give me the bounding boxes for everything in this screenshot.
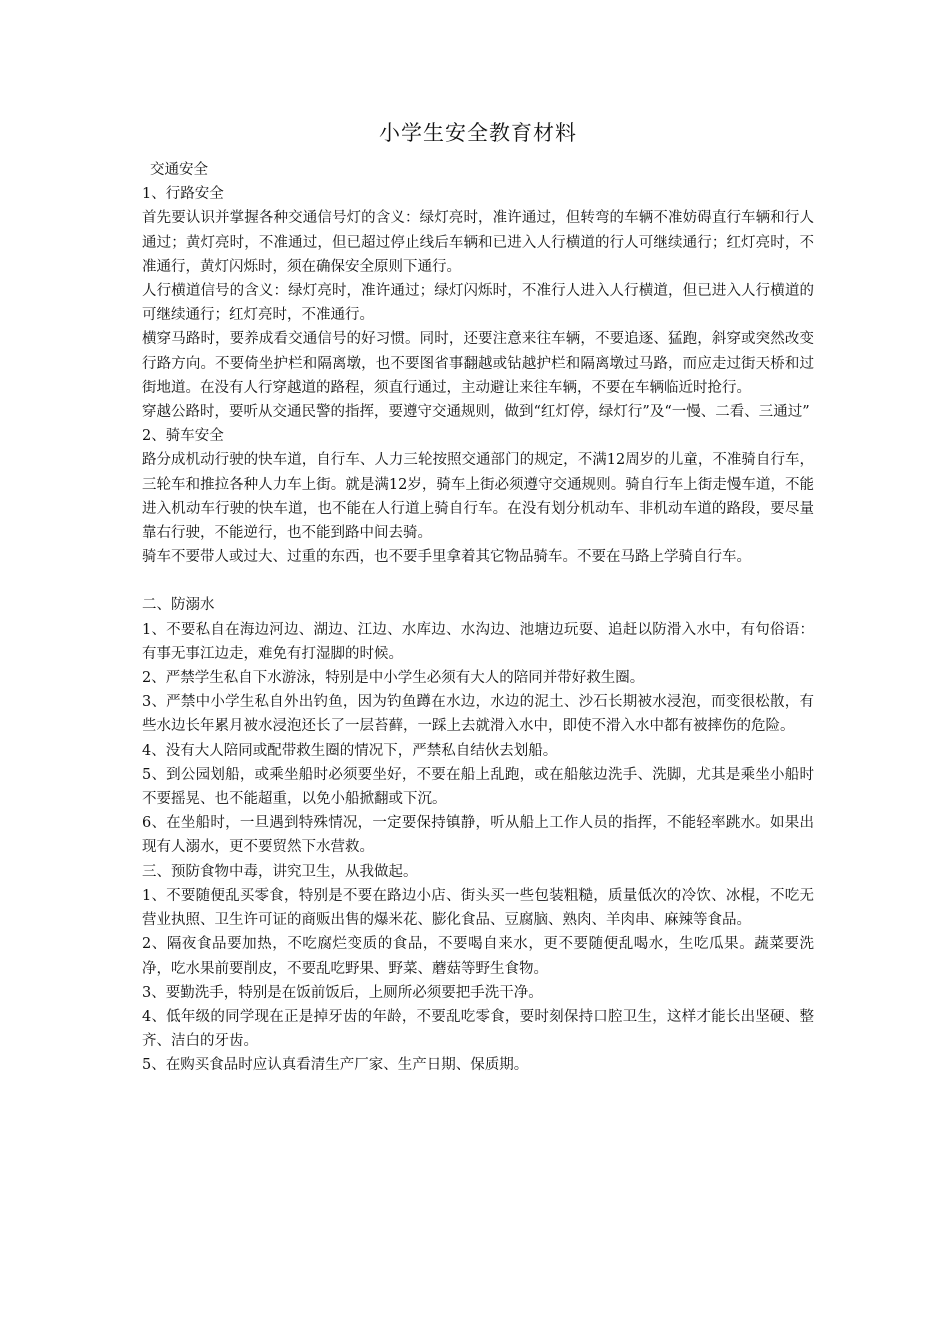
paragraph-crossing-highway: 穿越公路时，要听从交通民警的指挥，要遵守交通规则，做到“红灯停，绿灯行”及“一慢、二看、三通过” — [142, 404, 810, 421]
section-heading-food: 三、预防食物中毒，讲究卫生，从我做起。 — [142, 863, 418, 880]
list-item-food-1: 1、不要随便乱买零食，特别是不要在路边小店、街头买一些包装粗糙，质量低次的冷饮、冰棍，不吃无营业执照、卫生许可证的商贩出售的爆米花、膨化食品、豆腐脑、熟肉、羊肉串、麻辣等食品。 — [142, 887, 814, 929]
document-title: 小学生安全教育材料 — [379, 121, 577, 145]
list-item-drowning-3: 3、严禁中小学生私自外出钓鱼，因为钓鱼蹲在水边，水边的泥土、沙石长期被水浸泡，而变很松散，有些水边长年累月被水浸泡还长了一层苔藓，一踩上去就滑入水中，即使不滑入水中都有被摔伤的危险。 — [142, 694, 814, 735]
blank-line — [142, 569, 814, 593]
paragraph-cycling-cargo: 骑车不要带人或过大、过重的东西，也不要手里拿着其它物品骑车。不要在马路上学骑自行车。 — [142, 549, 751, 566]
list-item-drowning-1: 1、不要私自在海边河边、湖边、江边、水库边、水沟边、池塘边玩耍、追赶以防滑入水中，有句俗语：有事无事江边走，难免有打湿脚的时候。 — [142, 621, 814, 662]
paragraph-cycling-rules: 路分成机动行驶的快车道，自行车、人力三轮按照交通部门的规定，不满12周岁的儿童，不准骑自行车，三轮车和推拉各种人力车上街。就是满12岁，骑车上街必须遵守交通规则。骑自行车上街走慢车道，不能进入机动车行驶的快车道，也不能在人行道上骑自行车。在没有划分机动车、非机动车道的路段，要尽量靠右行驶，不能逆行，也不能到路中间去骑。 — [142, 452, 814, 542]
list-item-drowning-5: 5、到公园划船，或乘坐船时必须要坐好，不要在船上乱跑，或在船舷边洗手、洗脚，尤其是乘坐小船时不要摇晃、也不能超重，以免小船掀翻或下沉。 — [142, 766, 814, 808]
list-item-food-5: 5、在购买食品时应认真看清生产厂家、生产日期、保质期。 — [142, 1057, 529, 1074]
document-page — [142, 118, 814, 1078]
list-item-food-2: 2、隔夜食品要加热，不吃腐烂变质的食品，不要喝自来水，更不要随便乱喝水，生吃瓜果。蔬菜要洗净，吃水果前要削皮，不要乱吃野果、野菜、蘑菇等野生食物。 — [142, 936, 814, 977]
list-item-drowning-6: 6、在坐船时，一旦遇到特殊情况，一定要保持镇静，听从船上工作人员的指挥，不能轻率跳水。如果出现有人溺水，更不要贸然下水营救。 — [142, 815, 814, 856]
list-item-food-4: 4、低年级的同学现在正是掉牙齿的年龄，不要乱吃零食，要时刻保持口腔卫生，这样才能长出坚硬、整齐、洁白的牙齿。 — [142, 1008, 814, 1050]
paragraph-crossing-road: 横穿马路时，要养成看交通信号的好习惯。同时，还要注意来往车辆，不要追逐、猛跑，斜穿或突然改变行路方向。不要倚坐护栏和隔离墩，也不要图省事翻越或钻越护栏和隔离墩过马路，而应走过街天桥和过街地道。在没有人行穿越道的路程，须直行通过，主动避让来往车辆，不要在车辆临近时抢行。 — [142, 331, 814, 396]
subsection-heading-walking: 1、行路安全 — [142, 186, 224, 203]
section-heading-drowning: 二、防溺水 — [142, 597, 215, 614]
subsection-heading-cycling: 2、骑车安全 — [142, 428, 224, 445]
paragraph-traffic-lights: 首先要认识并掌握各种交通信号灯的含义：绿灯亮时，准许通过，但转弯的车辆不准妨碍直行车辆和行人通过；黄灯亮时，不准通过，但已超过停止线后车辆和已进入人行横道的行人可继续通行；红灯亮时，不准通行，黄灯闪烁时，须在确保安全原则下通行。 — [142, 210, 814, 275]
list-item-food-3: 3、要勤洗手，特别是在饭前饭后，上厕所必须要把手洗干净。 — [142, 984, 543, 1001]
paragraph-crosswalk-signals: 人行横道信号的含义：绿灯亮时，准许通过；绿灯闪烁时，不准行人进入人行横道，但已进入人行横道的可继续通行；红灯亮时，不准通行。 — [142, 283, 814, 324]
list-item-drowning-2: 2、严禁学生私自下水游泳，特别是中小学生必须有大人的陪同并带好救生圈。 — [142, 670, 645, 687]
list-item-drowning-4: 4、没有大人陪同或配带救生圈的情况下，严禁私自结伙去划船。 — [142, 742, 558, 759]
section-heading-traffic: 交通安全 — [150, 162, 208, 178]
